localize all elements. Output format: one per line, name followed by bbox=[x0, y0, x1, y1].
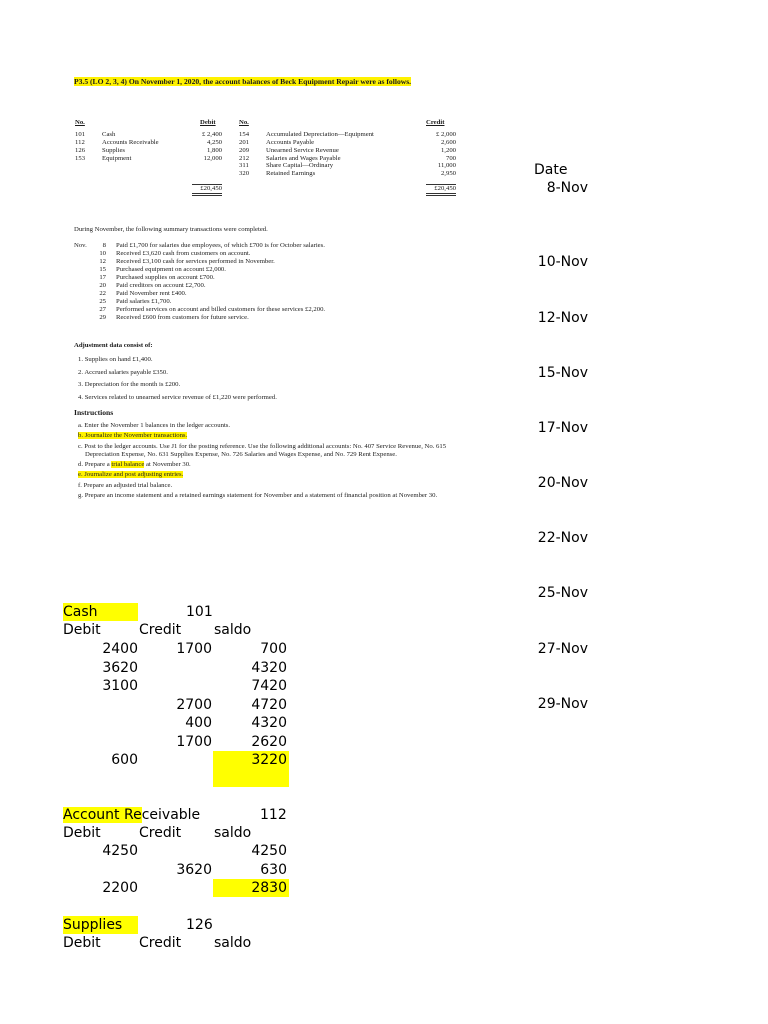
transaction-text: Purchased equipment on account £2,000. bbox=[116, 266, 226, 273]
balance-row bbox=[74, 162, 464, 170]
transactions-list bbox=[74, 242, 474, 322]
col-credit-header: Credit bbox=[426, 119, 445, 126]
transaction-text: Paid November rent £400. bbox=[116, 290, 187, 297]
date-item: 17-Nov bbox=[537, 420, 588, 436]
ar-credit-header: Credit bbox=[139, 825, 182, 841]
credit-amount: 2,950 bbox=[440, 170, 456, 178]
date-item: 22-Nov bbox=[537, 530, 588, 546]
balance-row bbox=[74, 155, 464, 163]
transaction-text: Paid salaries £1,700. bbox=[116, 298, 172, 305]
date-item: 25-Nov bbox=[537, 585, 588, 601]
ar-saldo-value: 4250 bbox=[251, 843, 287, 859]
adjustment-item: 2. Accrued salaries payable £350. bbox=[78, 368, 168, 376]
balance-row bbox=[74, 170, 464, 178]
cash-debit-header: Debit bbox=[63, 622, 101, 638]
credit-amount: 700 bbox=[445, 154, 456, 162]
cash-debit-value: 600 bbox=[111, 752, 138, 768]
instructions-list bbox=[78, 422, 460, 500]
supplies-saldo-header: saldo bbox=[214, 935, 252, 951]
transaction-row bbox=[74, 298, 474, 306]
transaction-day: 12 bbox=[99, 258, 106, 265]
debit-account-no: 112 bbox=[75, 138, 85, 146]
transaction-day: 15 bbox=[99, 266, 106, 273]
ar-credit-value bbox=[142, 842, 212, 860]
transaction-row bbox=[74, 306, 474, 314]
cash-account-no: 101 bbox=[186, 604, 213, 620]
transaction-row bbox=[74, 274, 474, 282]
debit-amount: 4,250 bbox=[206, 138, 222, 146]
transaction-text: Received £3,620 cash from customers on account. bbox=[116, 250, 251, 257]
instruction-g: g. Prepare an income statement and a retained earnings statement for November and a statement of financial position at November 30. bbox=[78, 492, 438, 500]
instruction-d-post: at November 30. bbox=[144, 461, 191, 469]
debit-amount: 1,800 bbox=[206, 146, 222, 154]
col-debit-header: Debit bbox=[200, 119, 216, 126]
credit-account-no: 320 bbox=[239, 170, 250, 178]
cash-debit-value bbox=[68, 696, 138, 714]
debit-amount: 12,000 bbox=[203, 154, 222, 162]
transaction-day: 10 bbox=[99, 250, 106, 257]
ar-name-rest: ceivable bbox=[141, 807, 201, 823]
cash-credit-value: 1700 bbox=[176, 733, 212, 750]
ar-credit-value: 3620 bbox=[176, 861, 212, 878]
debit-account-no: 101 bbox=[75, 130, 86, 138]
summary-intro: During November, the following summary transactions were completed. bbox=[74, 226, 268, 233]
cash-debit-value: 3620 bbox=[102, 659, 138, 676]
transaction-row bbox=[74, 282, 474, 290]
ar-name-highlight: Account Re bbox=[63, 807, 142, 823]
adjustment-intro: Adjustment data consist of: bbox=[74, 342, 153, 349]
balance-row bbox=[74, 131, 464, 139]
transaction-day: 29 bbox=[99, 314, 106, 321]
transaction-row bbox=[74, 290, 474, 298]
transaction-row bbox=[74, 314, 474, 322]
credit-amount: 2,600 bbox=[440, 138, 456, 146]
cash-account-name: Cash bbox=[63, 603, 138, 621]
date-item: 20-Nov bbox=[537, 475, 588, 491]
credit-amount: 1,200 bbox=[440, 146, 456, 154]
balance-row bbox=[74, 139, 464, 147]
supplies-credit-header: Credit bbox=[139, 935, 182, 951]
cash-saldo-header: saldo bbox=[214, 622, 252, 638]
opening-balances-table bbox=[74, 119, 464, 192]
adjustment-item: 1. Supplies on hand £1,400. bbox=[78, 356, 153, 363]
cash-saldo-value: 4320 bbox=[251, 659, 287, 676]
credit-account-no: 201 bbox=[239, 138, 250, 146]
cash-debit-value bbox=[68, 714, 138, 732]
cash-credit-value: 400 bbox=[185, 715, 212, 731]
credit-account-name: Unearned Service Revenue bbox=[266, 146, 339, 154]
adjustment-item: 3. Depreciation for the month is £200. bbox=[78, 381, 181, 388]
debit-account-name: Equipment bbox=[102, 154, 132, 162]
cash-debit-value: 3100 bbox=[102, 678, 138, 694]
cash-debit-value bbox=[68, 733, 138, 751]
credit-account-name: Accounts Payable bbox=[266, 138, 315, 146]
col-no-header: No. bbox=[75, 119, 85, 126]
ar-saldo-header: saldo bbox=[214, 825, 252, 841]
cash-credit-value bbox=[142, 659, 212, 677]
problem-statement: On November 1, 2020, the account balances of Beck Equipment Repair were as follows. bbox=[128, 77, 412, 86]
supplies-account-no: 126 bbox=[186, 917, 213, 933]
problem-label: P3.5 (LO 2, 3, 4) bbox=[74, 77, 127, 86]
adjustment-item: 4. Services related to unearned service revenue of £1,220 were performed. bbox=[78, 393, 277, 401]
credit-total: £20,450 bbox=[426, 184, 456, 196]
debit-account-name: Supplies bbox=[102, 146, 126, 154]
instruction-f: f. Prepare an adjusted trial balance. bbox=[78, 481, 173, 489]
ar-saldo-value: 630 bbox=[260, 861, 287, 878]
ar-account-no: 112 bbox=[260, 807, 287, 823]
cash-saldo-value: 4720 bbox=[251, 696, 287, 713]
transaction-text: Received £600 from customers for future service. bbox=[116, 314, 249, 321]
transaction-day: 20 bbox=[99, 282, 106, 289]
transaction-month: Nov. bbox=[74, 242, 87, 249]
ar-debit-value: 4250 bbox=[102, 843, 138, 859]
instruction-d-pre: d. Prepare a bbox=[78, 461, 112, 469]
credit-account-name: Accumulated Depreciation—Equipment bbox=[266, 130, 374, 138]
transaction-day: 8 bbox=[102, 242, 106, 249]
cash-credit-value: 2700 bbox=[176, 696, 212, 713]
cash-credit-value: 1700 bbox=[176, 641, 212, 657]
ar-debit-value bbox=[68, 861, 138, 879]
date-item: 10-Nov bbox=[537, 254, 588, 270]
ar-debit-value: 2200 bbox=[102, 880, 138, 896]
cash-debit-value: 2400 bbox=[102, 641, 138, 657]
transaction-day: 22 bbox=[99, 290, 106, 297]
credit-account-name: Salaries and Wages Payable bbox=[266, 154, 341, 162]
ar-debit-header: Debit bbox=[63, 825, 101, 841]
date-item: 29-Nov bbox=[537, 696, 588, 712]
date-item: 15-Nov bbox=[537, 365, 588, 381]
transaction-day: 17 bbox=[99, 274, 106, 281]
supplies-debit-header: Debit bbox=[63, 935, 101, 951]
cash-saldo-value: 7420 bbox=[251, 678, 287, 694]
col-no-header-2: No. bbox=[239, 119, 249, 126]
adjustments-list bbox=[78, 356, 458, 406]
transaction-text: Received £3,100 cash for services performed in November. bbox=[116, 258, 275, 265]
transaction-text: Performed services on account and billed customers for these services £2,200. bbox=[116, 306, 326, 313]
balance-row bbox=[74, 147, 464, 155]
credit-account-name: Share Capital—Ordinary bbox=[266, 162, 334, 170]
instruction-b: b. Journalize the November transactions. bbox=[78, 432, 188, 440]
instruction-a: a. Enter the November 1 balances in the ledger accounts. bbox=[78, 422, 231, 429]
transaction-row bbox=[74, 250, 474, 258]
date-header: Date bbox=[534, 162, 568, 178]
debit-account-no: 126 bbox=[75, 146, 86, 154]
credit-account-no: 154 bbox=[239, 130, 250, 138]
debit-account-name: Accounts Receivable bbox=[102, 138, 159, 146]
cash-saldo-value: 3220 bbox=[213, 751, 289, 787]
transaction-row bbox=[74, 266, 474, 274]
cash-credit-value bbox=[142, 677, 212, 695]
ar-saldo-value: 2830 bbox=[213, 879, 289, 897]
cash-saldo-value: 4320 bbox=[251, 715, 287, 731]
cash-saldo-value: 700 bbox=[260, 641, 287, 657]
supplies-account-name: Supplies bbox=[63, 916, 138, 934]
transaction-text: Paid creditors on account £2,700. bbox=[116, 282, 206, 289]
ar-account-name bbox=[63, 806, 200, 824]
transaction-text: Purchased supplies on account £700. bbox=[116, 274, 215, 281]
transaction-day: 27 bbox=[99, 306, 106, 313]
cash-credit-header: Credit bbox=[139, 622, 182, 638]
transaction-day: 25 bbox=[99, 298, 106, 305]
cash-credit-value bbox=[142, 751, 212, 769]
debit-amount: £ 2,400 bbox=[201, 130, 222, 138]
credit-account-name: Retained Earnings bbox=[266, 170, 316, 178]
problem-title bbox=[74, 77, 462, 86]
transaction-text: Paid £1,700 for salaries due employees, of which £700 is for October salaries. bbox=[116, 242, 325, 249]
transaction-row bbox=[74, 242, 474, 250]
credit-account-no: 209 bbox=[239, 146, 250, 154]
credit-amount: 11,000 bbox=[437, 162, 456, 170]
date-item: 12-Nov bbox=[537, 310, 588, 326]
date-item: 8-Nov bbox=[546, 180, 588, 196]
ar-credit-value bbox=[142, 879, 212, 897]
instruction-c: c. Post to the ledger accounts. Use J1 for the posting reference. Use the following additional accounts: No. 407 Service Revenue, No. 615 Depreciation Expense, No. 631 Supplies Expense, No. 726 Salaries and Wages Expense, and No. 729 Rent Expense. bbox=[78, 442, 447, 458]
instruction-d bbox=[78, 461, 460, 469]
debit-total: £20,450 bbox=[192, 184, 222, 196]
credit-account-no: 212 bbox=[239, 154, 250, 162]
instructions-title: Instructions bbox=[74, 408, 114, 417]
instruction-d-highlight: trial balance bbox=[111, 461, 145, 469]
instruction-e: e. Journalize and post adjusting entries. bbox=[78, 471, 184, 479]
cash-saldo-value: 2620 bbox=[251, 733, 287, 750]
transaction-row bbox=[74, 258, 474, 266]
date-item: 27-Nov bbox=[537, 641, 588, 657]
credit-account-no: 311 bbox=[239, 162, 249, 170]
debit-account-name: Cash bbox=[102, 130, 116, 138]
debit-account-no: 153 bbox=[75, 154, 86, 162]
credit-amount: £ 2,000 bbox=[435, 130, 456, 138]
